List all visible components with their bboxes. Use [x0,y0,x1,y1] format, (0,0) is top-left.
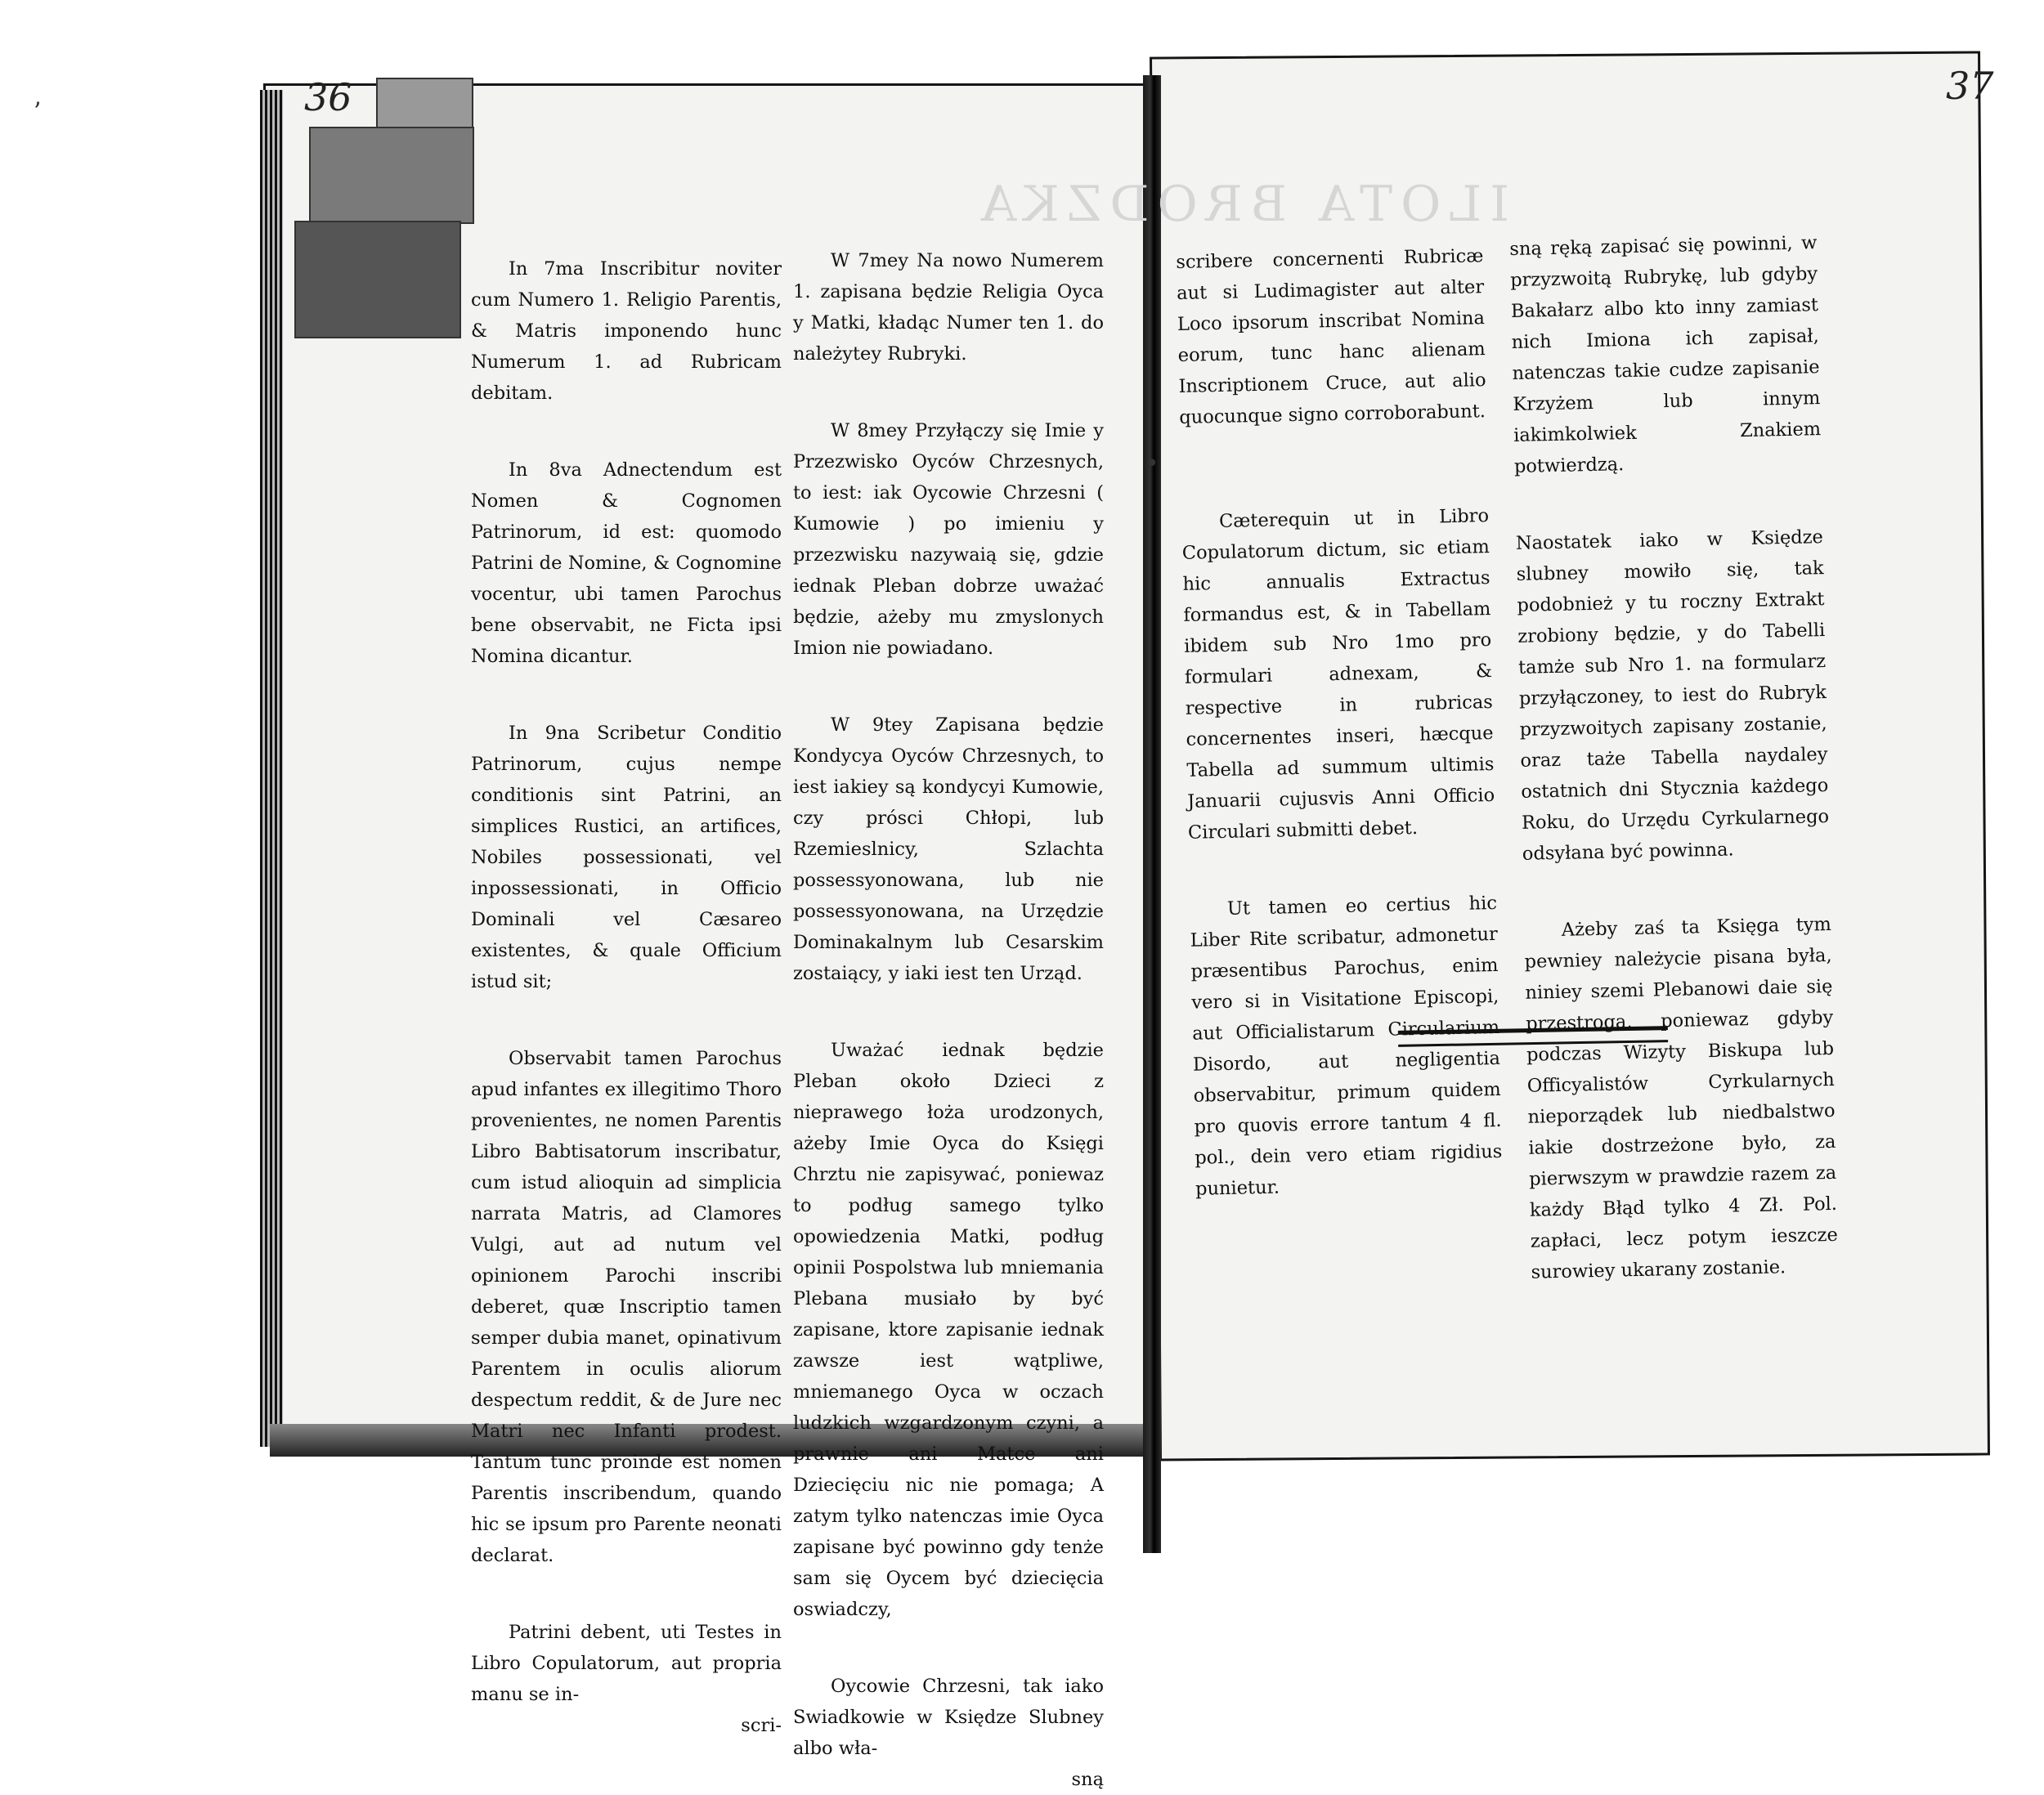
right-latin-column [1176,240,1504,1251]
paper-label-patch [376,78,473,130]
paragraph: Cæterequin ut in Libro Copulatorum dictum, sic etiam hic annualis Extractus formandus est, & in Tabellam ibidem sub Nro 1mo pro formulari adnexam, & respective in rubricas concernentes inseri, hæcque Tabella ad summum ultimis Januarii cujusvis Anni Officio Circulari submitti debet. [1181,505,1495,844]
paragraph: Naostatek iako w Księdze slubney mowiło się, tak podobnież y tu roczny Extrakt zrobiony będzie, y do Tabelli tamże sub Nro 1. na formularz przyłączoney, to iest do Rubryk przyzwoitych zapisany zostanie, oraz taże Tabella naydaley ostatnich dni Stycznia każdego Roku, do Urzędu Cyrkularnego odsyłana być powinna. [1515,526,1830,865]
paragraph: In 8va Adnectendum est Nomen & Cognomen Patrinorum, id est: quomodo Patrini de Nomine, & Cognomine vocentur, ubi tamen Parochus bene observabit, ne Ficta ipsi Nomina dicantur. [471,459,782,667]
book-spine [1143,75,1161,1553]
margin-mark: ʼ [33,98,41,127]
paragraph: W 8mey Przyłączy się Imie y Przezwisko Oyców Chrzesnych, to iest: iak Oycowie Chrzesni ( Kumowie ) po imieniu y przezwisku nazywaią się, gdzie iednak Pleban dobrze uważać będzie, ażeby mu zmyslonych Imion nie powiadano. [793,420,1104,659]
catchword: scri- [741,1715,782,1736]
paragraph: Uważać iednak będzie Pleban około Dzieci z nieprawego łoża urodzonych, ażeby Imie Oyca do Księgi Chrztu nie zapisywać, poniewaz to podług samego tylko opowiedzenia Matki, podług opinii Pospolstwa lub mniemania Plebana musiało by być zapisane, ktore zapisanie iednak zawsze iest wątpliwe, mniemanego Oyca w oczach ludzkich wzgardzonym czyni, a prawnie ani Matce ani Dziecięciu nic nie pomaga; A zatym tylko natenczas imie Oyca zapisane być powinno gdy tenże sam się Oycem być dziecięcia oswiadczy, [793,1040,1104,1620]
page-edges [260,90,283,1447]
paragraph: Observabit tamen Parochus apud infantes ex illegitimo Thoro provenientes, ne nomen Parentis Libro Babtisatorum inscribatur, cum istud alioquin ad simplicia narrata Matris, ad Clamores Vulgi, aut ad nutum vel opinionem Parochi inscribi deberet, quæ Inscriptio tamen semper dubia manet, opinativum Parentem in oculis aliorum despectum reddit, & de Jure nec Matri nec Infanti prodest. Tantum tunc proinde est nomen Parentis inscribendum, quando hic se ipsum pro Parente neonati declarat. [471,1048,782,1566]
margin-mark: • [1145,450,1159,478]
paragraph: Oycowie Chrzesni, tak iako Swiadkowie w Księdze Slubney albo wła- [793,1676,1104,1759]
paragraph: W 7mey Na nowo Numerem 1. zapisana będzie Religia Oyca y Matki, kładąc Numer ten 1. do należytey Rubryki. [793,250,1104,365]
folio-number-left: 36 [304,75,352,119]
right-polish-column [1509,227,1840,1334]
paragraph: In 9na Scribetur Conditio Patrinorum, cujus nempe conditionis sint Patrini, an simplices Rustici, an artifices, Nobiles possessionati, vel inpossessionati, in Officio Dominali vel Cæsareo existentes, & quale Officium istud sit; [471,723,782,992]
paper-label-patch [309,127,474,224]
folio-number-right: 37 [1946,64,1994,108]
paragraph: Ażeby zaś ta Księga tym pewniey należycie pisana była, niniey szemi Plebanowi daie się przestroga, poniewaz gdyby podczas Wizyty Biskupa lub Officyalistów Cyrkularnych nieporządek lub niedbalstwo iakie dostrzeżone było, za pierwszym w prawdzie razem za każdy Błąd tylko 4 Zł. Pol. zapłaci, lecz potym ieszcze surowiey ukarany zostanie. [1524,913,1839,1283]
bleed-through-heading: ILOTA BRODZKA [973,176,1509,233]
paragraph: scribere concernenti Rubricæ aut si Ludimagister aut alter Loco ipsorum inscribat Nomina eorum, tunc hanc alienam Inscriptionem Cruce, aut alio quocunque signo corroborabunt. [1176,245,1486,428]
paragraph: Ut tamen eo certius hic Liber Rite scribatur, admonetur præsentibus Parochus, enim vero si in Visitatione Episcopi, aut Officialistarum Circularium Disordo, aut negligentia observabitur, primum quidem pro quovis errore tantum 4 fl. pol., dein vero etiam rigidius punietur. [1190,892,1503,1200]
paragraph: W 9tey Zapisana będzie Kondycya Oyców Chrzesnych, to iest iakiey są kondycyi Kumowie, czy prósci Chłopi, lub Rzemieslnicy, Szlachta possessyonowana, lub nie possessyonowana, na Urzędzie Dominakalnym lub Cesarskim zostaiący, y iaki iest ten Urząd. [793,714,1104,984]
paragraph: In 7ma Inscribitur noviter cum Numero 1. Religio Parentis, & Matris imponendo hunc Numerum 1. ad Rubricam debitam. [471,258,782,404]
catchword: sną [1071,1769,1104,1790]
left-latin-column [471,253,782,1741]
left-polish-column [793,245,1104,1795]
paper-label-patch [294,221,461,338]
paragraph: Patrini debent, uti Testes in Libro Copulatorum, aut propria manu se in- [471,1622,782,1705]
paragraph: sną ręką zapisać się powinni, w przyzwoitą Rubrykę, lub gdyby Bakałarz albo kto inny zamiast nich Imiona ich zapisał, natenczas takie cudze zapisanie Krzyżem lub innym iakimkolwiek Znakiem potwierdzą. [1509,232,1822,477]
